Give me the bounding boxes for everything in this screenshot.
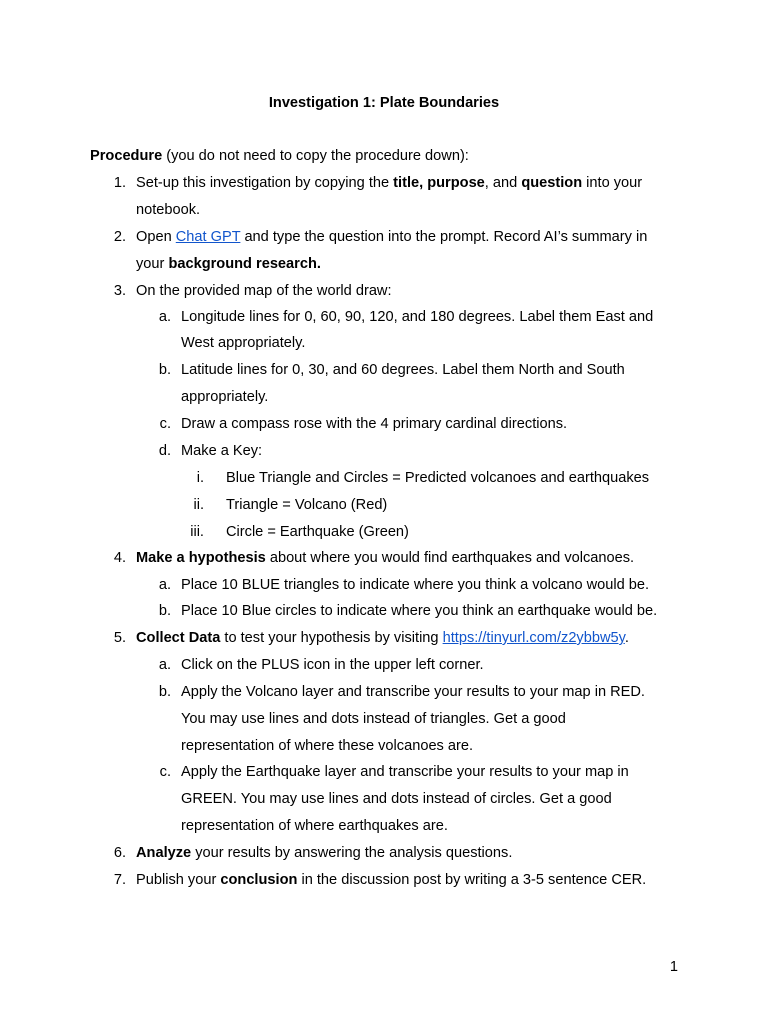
step-5-number: 5.	[113, 630, 126, 646]
step-2-line-2: your background research.	[136, 256, 321, 272]
step-4-line-1: Make a hypothesis about where you would find earthquakes and volcanoes.	[136, 550, 635, 566]
key-i-text: Blue Triangle and Circles = Predicted volcanoes and earthquakes	[226, 470, 650, 486]
step-7-number: 7.	[113, 872, 126, 888]
step-3a-line-2: West appropriately.	[181, 335, 306, 351]
step-1-number: 1.	[113, 175, 126, 191]
key-i-number: i.	[196, 470, 204, 486]
step-5a-line-1: Click on the PLUS icon in the upper left corner.	[181, 657, 484, 673]
chat-gpt-link[interactable]: Chat GPT	[175, 229, 241, 245]
step-1-line-1: Set-up this investigation by copying the title, purpose, and question into your	[136, 175, 643, 191]
step-5b-line-2: You may use lines and dots instead of triangles. Get a good	[181, 711, 566, 727]
step-3c-number: c.	[159, 416, 171, 432]
key-ii-text: Triangle = Volcano (Red)	[226, 497, 388, 513]
step-3c-line-1: Draw a compass rose with the 4 primary cardinal directions.	[181, 416, 568, 432]
step-7-line-1: Publish your conclusion in the discussion post by writing a 3-5 sentence CER.	[136, 872, 647, 888]
step-1-line-2: notebook.	[136, 202, 201, 218]
key-iii-text: Circle = Earthquake (Green)	[226, 524, 409, 540]
procedure-intro	[90, 146, 469, 166]
step-5c-line-3: representation of where earthquakes are.	[181, 818, 448, 834]
step-2-number: 2.	[113, 229, 126, 245]
procedure-label: Procedure	[90, 148, 163, 164]
step-3d-line-1: Make a Key:	[181, 443, 263, 459]
step-5a-number: a.	[158, 657, 171, 673]
step-6-number: 6.	[113, 845, 126, 861]
step-3-line-1: On the provided map of the world draw:	[136, 283, 392, 299]
step-4b-line-1: Place 10 Blue circles to indicate where you think an earthquake would be.	[181, 603, 658, 619]
step-4a-line-1: Place 10 BLUE triangles to indicate where you think a volcano would be.	[181, 577, 650, 593]
document-title: Investigation 1: Plate Boundaries	[268, 95, 500, 111]
step-3b-number: b.	[158, 362, 171, 378]
step-5b-line-3: representation of where these volcanoes are.	[181, 738, 474, 754]
step-5-line-1: Collect Data to test your hypothesis by visiting https://tinyurl.com/z2ybbw5y.	[136, 630, 629, 646]
step-5b-number: b.	[158, 684, 171, 700]
step-5c-line-1: Apply the Earthquake layer and transcribe your results to your map in	[181, 764, 629, 780]
step-5b-line-1: Apply the Volcano layer and transcribe your results to your map in RED.	[181, 684, 645, 700]
key-iii-number: iii.	[190, 524, 204, 540]
step-3-number: 3.	[113, 283, 126, 299]
step-5c-line-2: GREEN. You may use lines and dots instead of circles. Get a good	[181, 791, 612, 807]
step-3a-line-1: Longitude lines for 0, 60, 90, 120, and 180 degrees. Label them East and	[181, 309, 654, 325]
step-4b-number: b.	[158, 603, 171, 619]
page-number: 1	[669, 959, 678, 975]
step-3b-line-1: Latitude lines for 0, 30, and 60 degrees. Label them North and South	[181, 362, 625, 378]
step-2-line-1: Open Chat GPT and type the question into the prompt. Record AI’s summary in	[136, 229, 648, 245]
step-3b-line-2: appropriately.	[181, 389, 269, 405]
step-4a-number: a.	[158, 577, 171, 593]
procedure-note: (you do not need to copy the procedure down):	[162, 148, 469, 164]
tinyurl-link[interactable]: https://tinyurl.com/z2ybbw5y	[442, 630, 625, 646]
step-3a-number: a.	[158, 309, 171, 325]
step-4-number: 4.	[113, 550, 126, 566]
key-ii-number: ii.	[193, 497, 204, 513]
step-3d-number: d.	[158, 443, 171, 459]
step-5c-number: c.	[159, 764, 171, 780]
step-6-line-1: Analyze your results by answering the analysis questions.	[136, 845, 513, 861]
